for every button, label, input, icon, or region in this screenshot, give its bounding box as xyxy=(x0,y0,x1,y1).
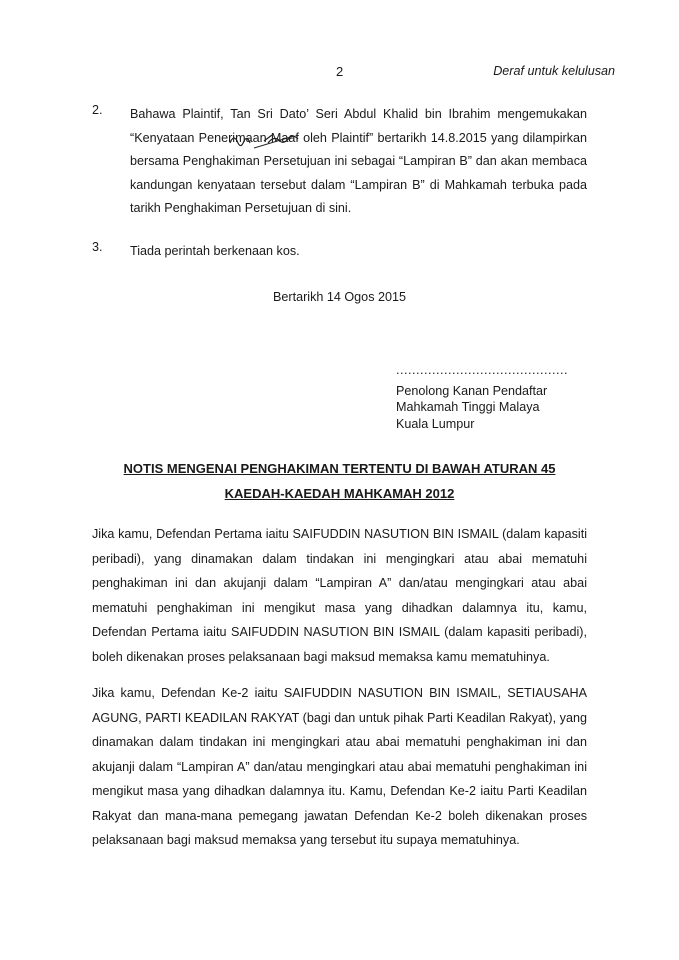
item-number: 2. xyxy=(92,103,103,117)
signature-block xyxy=(396,362,568,432)
item-number: 3. xyxy=(92,240,103,254)
item-text: Tiada perintah berkenaan kos. xyxy=(130,244,300,258)
item-text: Bahawa Plaintif, Tan Sri Dato’ Seri Abdul Khalid bin Ibrahim mengemukakan “Kenyataan Penerimaan Maaf oleh Plaintif” bertarikh 14.8.2015 yang dilampirkan bersama Penghakiman Persetujuan ini sebagai “Lampiran B” dan akan membaca kandungan kenyataan tersebut dalam “Lampiran B” di Mahkamah terbuka pada tarikh Penghakiman Persetujuan di sini. xyxy=(130,107,587,215)
notice-heading-line2: KAEDAH-KAEDAH MAHKAMAH 2012 xyxy=(224,486,455,501)
notice-paragraph-2: Jika kamu, Defendan Ke-2 iaitu SAIFUDDIN NASUTION BIN ISMAIL, SETIAUSAHA AGUNG, PARTI KEADILAN RAKYAT (bagi dan untuk pihak Parti Keadilan Rakyat), yang dinamakan dalam tindakan ini mengingkari atau abai mematuhi penghakiman ini dan akujanji dalam “Lampiran A” dan/atau mengingkari atau abai mematuhi penghakiman ini mengikut masa yang dihadkan dalamnya itu. Kamu, Defendan Ke-2 iaitu Parti Keadilan Rakyat dan mana-mana pemegang jawatan Defendan Ke-2 boleh dikenakan proses pelaksanaan bagi maksud memaksa yang tersebut itu supaya mematuhinya. xyxy=(92,686,587,847)
signature-court: Mahkamah Tinggi Malaya xyxy=(396,400,540,414)
handwritten-correction xyxy=(224,129,334,151)
numbered-item-2 xyxy=(92,103,587,221)
signature-title: Penolong Kanan Pendaftar xyxy=(396,383,548,398)
dated-line: Bertarikh 14 Ogos 2015 xyxy=(272,290,406,304)
numbered-item-3 xyxy=(92,240,587,264)
draft-label: Deraf untuk kelulusan xyxy=(493,64,615,78)
notice-paragraph-1: Jika kamu, Defendan Pertama iaitu SAIFUDDIN NASUTION BIN ISMAIL (dalam kapasiti peribadi), yang dinamakan dalam tindakan ini mengingkari atau abai mematuhi penghakiman ini dan akujanji dalam “Lampiran A” dan/atau mengingkari atau abai mematuhi penghakiman ini mengikut masa yang dihadkan dalamnya itu, kamu, Defendan Pertama iaitu SAIFUDDIN NASUTION BIN ISMAIL (dalam kapasiti peribadi), boleh dikenakan proses pelaksanaan bagi maksud memaksa kamu mematuhinya. xyxy=(92,527,587,664)
signature-dotted-line: ........................................... xyxy=(396,363,568,377)
page-number: 2 xyxy=(336,64,344,79)
signature-location: Kuala Lumpur xyxy=(396,416,475,431)
notice-heading xyxy=(0,456,679,506)
notice-heading-line1: NOTIS MENGENAI PENGHAKIMAN TERTENTU DI BAWAH ATURAN 45 xyxy=(123,461,556,476)
